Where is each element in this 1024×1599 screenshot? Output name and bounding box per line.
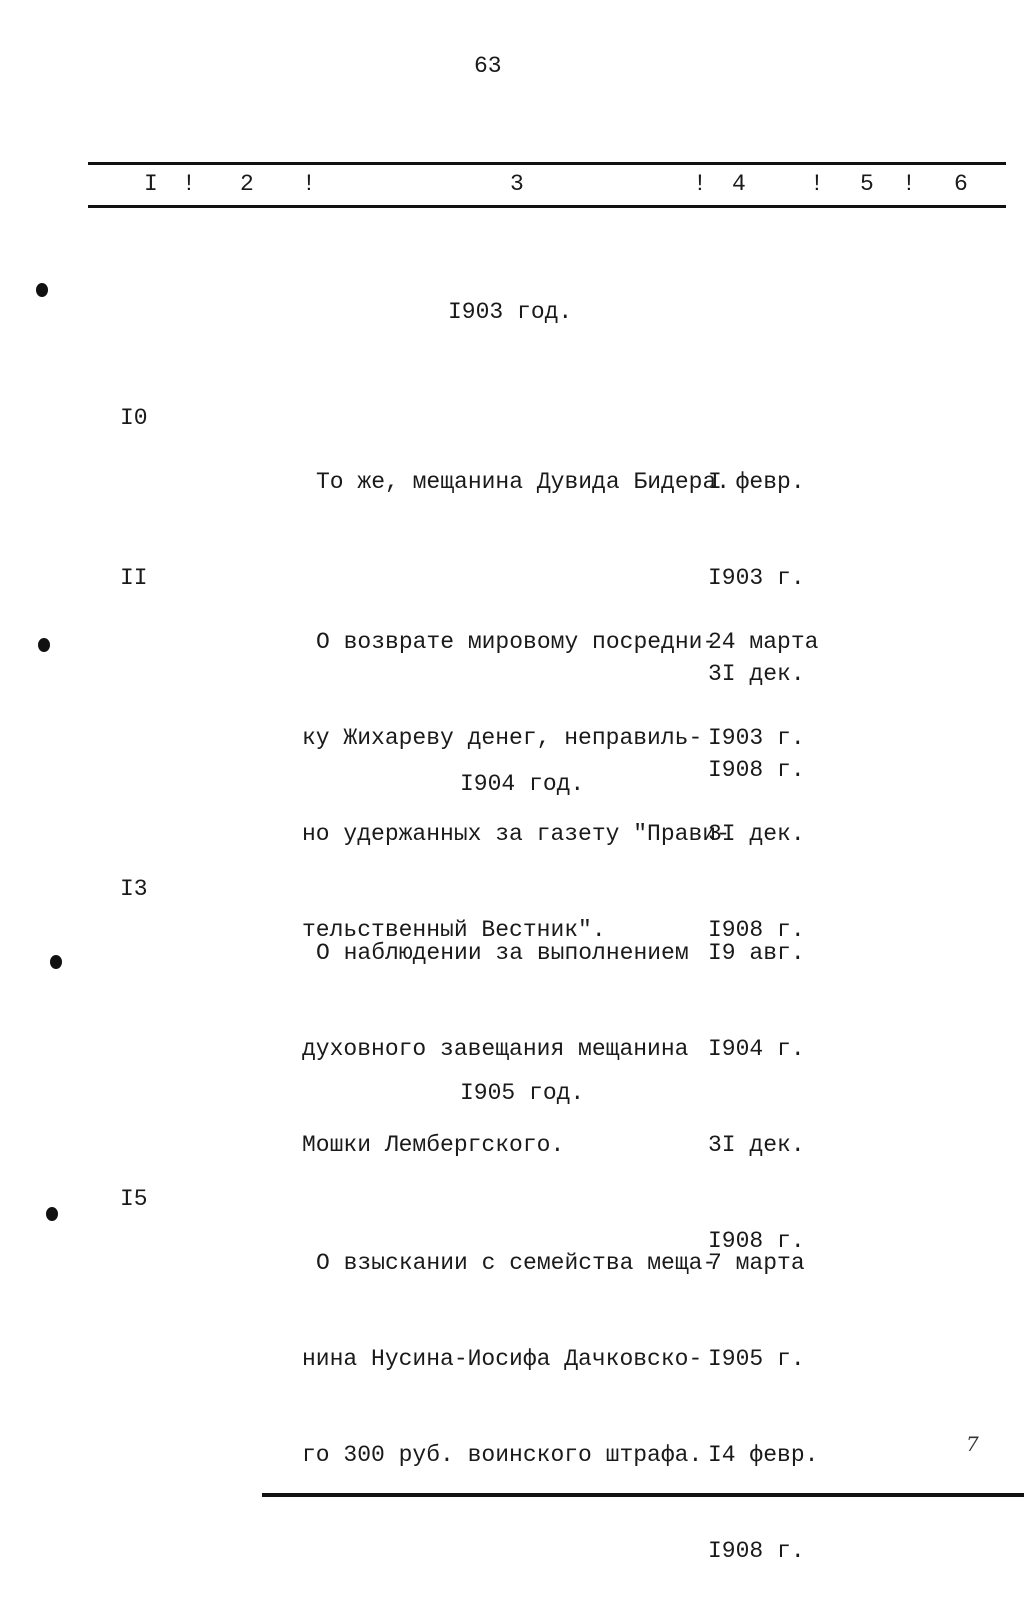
page-number: 63 — [474, 53, 502, 79]
date-line: I904 г. — [708, 1036, 805, 1062]
text-line: го 300 руб. воинского штрафа. — [302, 1442, 703, 1468]
entry-text — [302, 1183, 716, 1503]
entry-number: I5 — [120, 1186, 148, 1212]
column-header-4: 4 — [732, 171, 746, 197]
column-separator: ! — [693, 171, 707, 197]
column-separator: ! — [302, 171, 316, 197]
binding-hole — [38, 638, 50, 652]
text-line: нина Нусина-Иосифа Дачковско- — [302, 1346, 703, 1372]
header-top-rule — [88, 162, 1006, 165]
bottom-rule — [262, 1493, 1024, 1497]
entry-text — [302, 873, 689, 1193]
column-separator: ! — [810, 171, 824, 197]
entry-number: I0 — [120, 405, 148, 431]
date-line: I905 г. — [708, 1346, 805, 1372]
date-line: I908 г. — [708, 917, 805, 943]
text-line: О взыскании с семейства меща- — [316, 1250, 717, 1276]
date-line: 3I дек. — [708, 661, 805, 687]
binding-hole — [50, 955, 62, 969]
date-line: I908 г. — [708, 1538, 805, 1564]
column-header-1: I — [144, 171, 158, 197]
column-header-6: 6 — [954, 171, 968, 197]
entry-number: I3 — [120, 876, 148, 902]
date-line: I908 г. — [708, 1228, 805, 1254]
text-line: То же, мещанина Дувида Бидера. — [316, 469, 731, 495]
column-header-3: 3 — [510, 171, 524, 197]
entry-number: II — [120, 565, 148, 591]
date-line: 3I дек. — [708, 821, 805, 847]
section-heading: I904 год. — [460, 771, 585, 797]
date-line: I903 г. — [708, 725, 805, 751]
section-heading: I905 год. — [460, 1080, 585, 1106]
text-line: О возврате мировому посредни- — [316, 629, 717, 655]
binding-hole — [36, 283, 48, 297]
date-line: I4 февр. — [708, 1442, 819, 1468]
text-line: тельственный Вестник". — [302, 917, 606, 943]
column-header-5: 5 — [860, 171, 874, 197]
column-separator: ! — [182, 171, 196, 197]
date-line: I9 авг. — [708, 940, 805, 966]
date-line: 3I дек. — [708, 1132, 805, 1158]
date-line: I908 г. — [708, 757, 805, 783]
column-header-2: 2 — [240, 171, 254, 197]
binding-hole — [46, 1207, 58, 1221]
entry-text — [316, 402, 730, 530]
header-bottom-rule — [88, 205, 1006, 208]
text-line: О наблюдении за выполнением — [316, 940, 689, 966]
date-line: I903 г. — [708, 565, 805, 591]
text-line: но удержанных за газету "Прави- — [302, 821, 730, 847]
section-heading: I903 год. — [448, 299, 573, 325]
text-line: духовного завещания мещанина — [302, 1036, 689, 1062]
entry-dates — [708, 1183, 818, 1599]
handwritten-mark: 7 — [966, 1432, 979, 1456]
column-separator: ! — [902, 171, 916, 197]
date-line: I февр. — [708, 469, 805, 495]
text-line: ку Жихареву денег, неправиль- — [302, 725, 703, 751]
date-line: 24 марта — [708, 629, 819, 655]
text-line: Мошки Лембергского. — [302, 1132, 565, 1158]
date-line: 7 марта — [708, 1250, 805, 1276]
